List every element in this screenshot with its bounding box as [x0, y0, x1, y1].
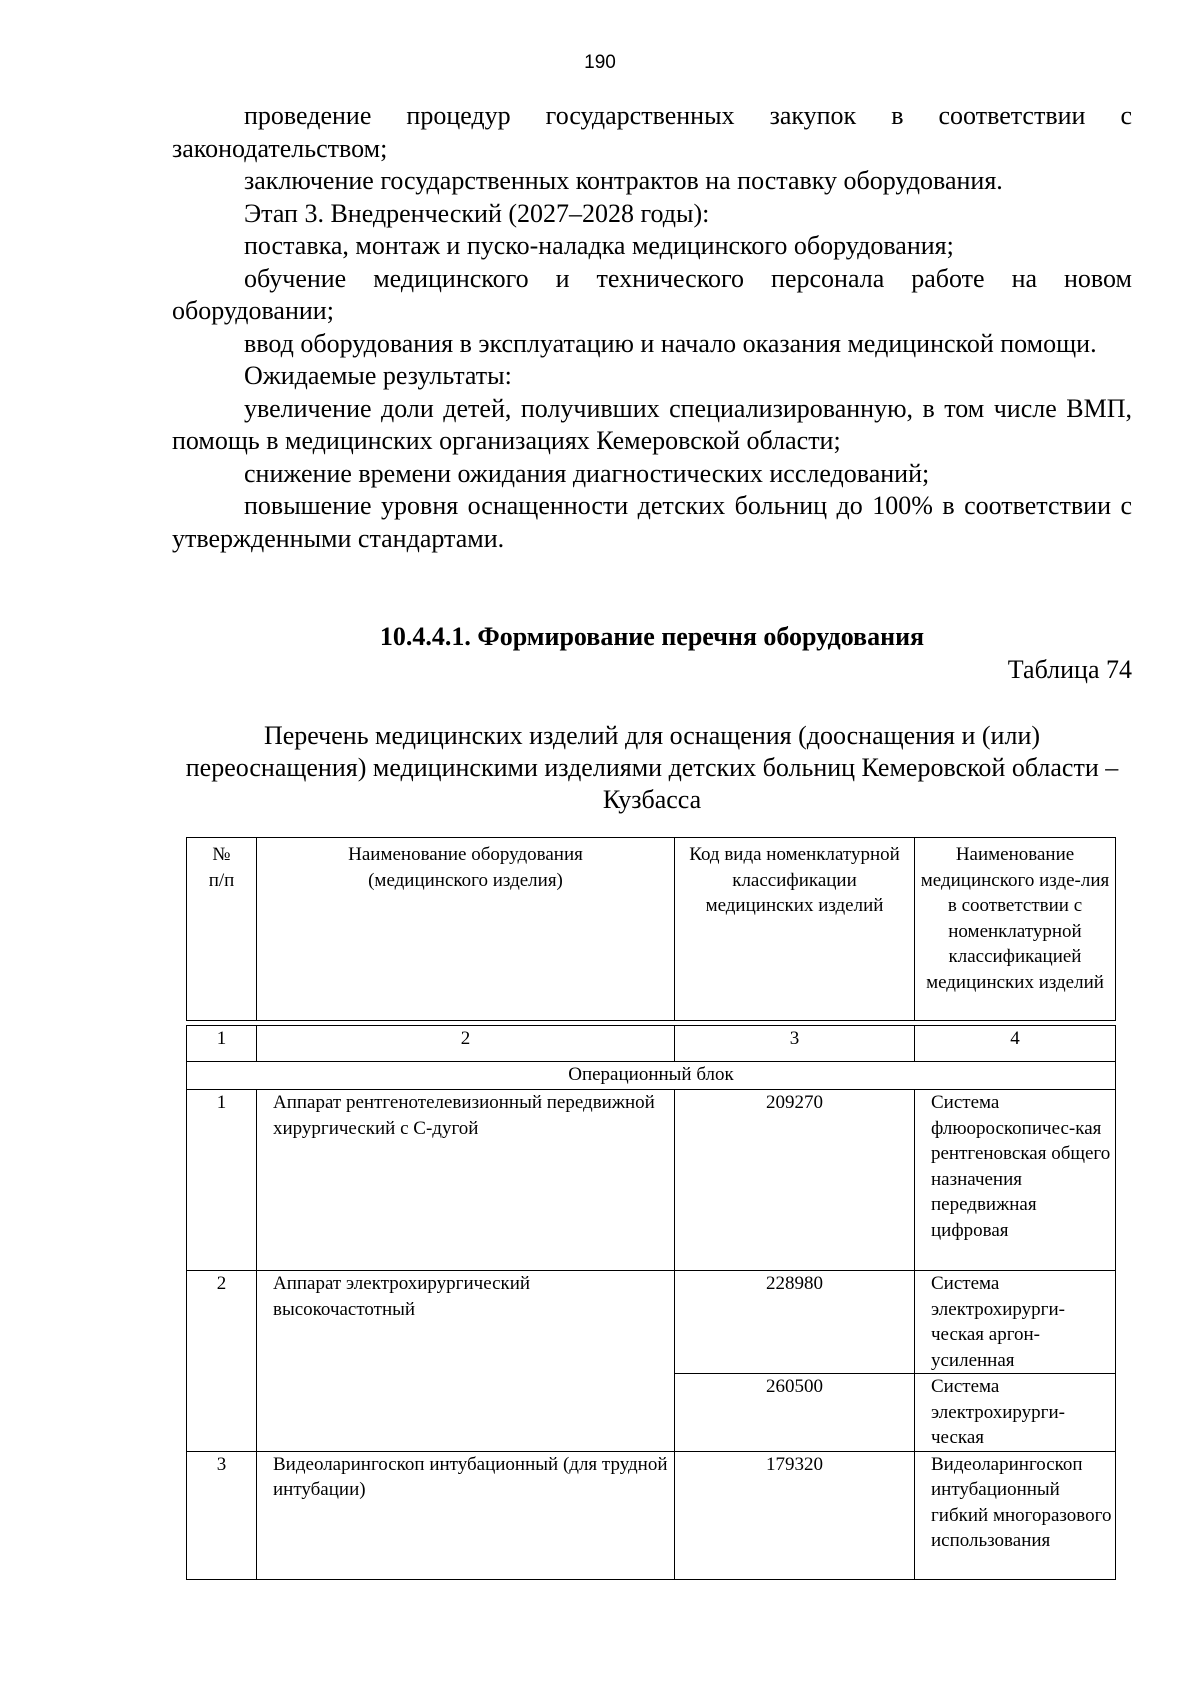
row-code: 179320: [675, 1451, 915, 1579]
row-nkmi-name: Система электрохирурги-ческая аргон-усиленная: [915, 1271, 1116, 1374]
row-num: 3: [187, 1451, 257, 1579]
table-row: [187, 1451, 1116, 1579]
row-name: Видеоларингоскоп интубационный (для трудной интубации): [257, 1451, 675, 1579]
header-code: Код вида номенклатурной классификации медицинских изделий: [675, 838, 915, 1021]
page-number: 190: [584, 52, 616, 73]
paragraph: поставка, монтаж и пуско-наладка медицинского оборудования;: [244, 231, 954, 260]
row-num: 2: [187, 1271, 257, 1452]
group-title: Операционный блок: [187, 1062, 1116, 1090]
table-header: [186, 837, 1116, 1021]
header-nkmi-name: Наименование медицинского изде-лия в соответствии с номенклатурной классификацией медицинских изделий: [915, 838, 1116, 1021]
paragraph: повышение уровня оснащенности детских больниц до 100% в соответствии с утвержденными стандартами.: [172, 491, 1132, 553]
column-number: 4: [915, 1026, 1116, 1062]
row-code: 260500: [675, 1374, 915, 1452]
table-row: [187, 1090, 1116, 1271]
header-num: № п/п: [187, 838, 257, 1021]
header-name: Наименование оборудования (медицинского изделия): [257, 838, 675, 1021]
column-number: 2: [257, 1026, 675, 1062]
section-heading: 10.4.4.1. Формирование перечня оборудования: [379, 622, 925, 651]
row-name: Аппарат рентгенотелевизионный передвижной хирургический с С-дугой: [257, 1090, 675, 1271]
row-nkmi-name: Видеоларингоскоп интубационный гибкий многоразового использования: [915, 1451, 1116, 1579]
column-number-row: [187, 1026, 1116, 1062]
row-code: 228980: [675, 1271, 915, 1374]
table-caption: Перечень медицинских изделий для оснащения (дооснащения и (или) переоснащения) медицинскими изделиями детских больниц Кемеровской области – Кузбасса: [185, 721, 1119, 814]
column-number: 1: [187, 1026, 257, 1062]
equipment-table: [186, 1025, 1116, 1580]
body-text: [172, 100, 1132, 555]
paragraph: обучение медицинского и технического персонала работе на новом оборудовании;: [172, 263, 1132, 325]
table-row: [187, 1271, 1116, 1374]
paragraph: Ожидаемые результаты:: [244, 361, 512, 390]
group-row: [187, 1062, 1116, 1090]
paragraph: заключение государственных контрактов на поставку оборудования.: [244, 166, 1003, 195]
row-name: Аппарат электрохирургический высокочастотный: [257, 1271, 675, 1452]
column-number: 3: [675, 1026, 915, 1062]
paragraph: ввод оборудования в эксплуатацию и начало оказания медицинской помощи.: [244, 328, 1097, 358]
row-nkmi-name: Система флюороскопичес-кая рентгеновская общего назначения передвижная цифровая: [915, 1090, 1116, 1271]
row-num: 1: [187, 1090, 257, 1271]
row-nkmi-name: Система электрохирурги-ческая: [915, 1374, 1116, 1452]
table-label: Таблица 74: [1007, 655, 1132, 684]
paragraph: снижение времени ожидания диагностических исследований;: [244, 458, 930, 488]
paragraph: Этап 3. Внедренческий (2027–2028 годы):: [244, 198, 710, 228]
paragraph: увеличение доли детей, получивших специализированную, в том числе ВМП, помощь в медицинских организациях Кемеровской области;: [172, 393, 1132, 455]
row-code: 209270: [675, 1090, 915, 1271]
paragraph: проведение процедур государственных закупок в соответствии с законодательством;: [172, 101, 1132, 163]
